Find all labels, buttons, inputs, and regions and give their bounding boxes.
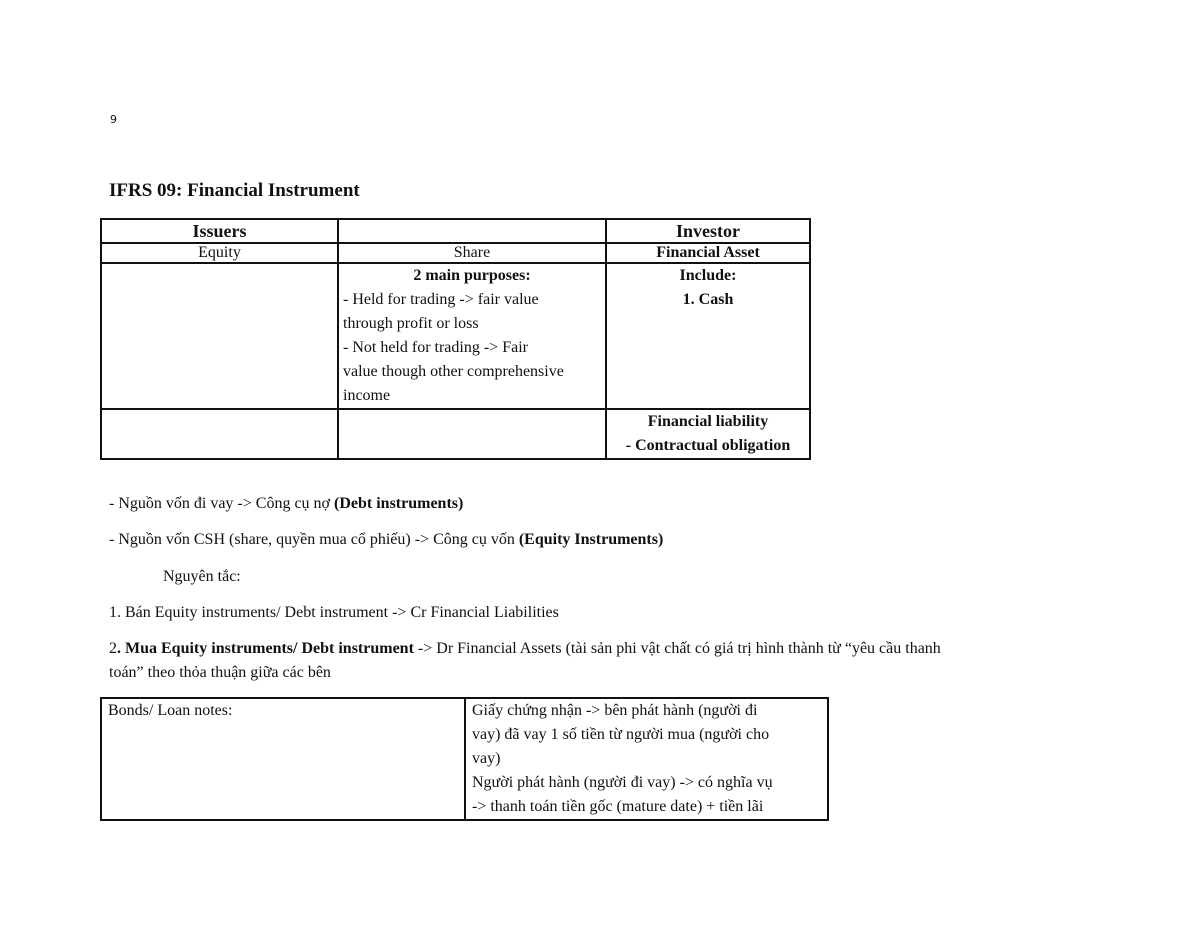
bonds-desc-line: Giấy chứng nhận -> bên phát hành (người đi	[472, 702, 758, 719]
subheader-financial-asset: Financial Asset	[606, 243, 810, 263]
include-cell	[606, 263, 810, 409]
header-investor: Investor	[606, 219, 810, 243]
include-item: 1. Cash	[682, 291, 734, 308]
purposes-heading: 2 main purposes:	[413, 267, 531, 284]
purpose-line: through profit or loss	[343, 315, 479, 332]
contractual-obligation: - Contractual obligation	[625, 437, 791, 454]
page-title: IFRS 09: Financial Instrument	[109, 180, 360, 201]
financial-instrument-table	[100, 218, 811, 460]
table-subheader-row	[101, 243, 810, 263]
bonds-desc-line: Người phát hành (người đi vay) -> có nghĩa vụ	[472, 774, 773, 791]
financial-liability-cell	[606, 409, 810, 459]
principle-2-text: -> Dr Financial Assets (tài sản phi vật chất có giá trị hình thành từ “yêu cầu thanh	[413, 640, 941, 657]
bonds-desc-line: -> thanh toán tiền gốc (mature date) + tiền lãi	[472, 798, 764, 815]
financial-liability-title: Financial liability	[647, 413, 769, 430]
purpose-line: income	[343, 387, 391, 404]
table-cell-empty	[101, 409, 338, 459]
table-cell-empty	[338, 409, 606, 459]
header-blank	[338, 219, 606, 243]
principle-1: 1. Bán Equity instruments/ Debt instrument -> Cr Financial Liabilities	[109, 604, 559, 621]
purposes-cell	[338, 263, 606, 409]
purpose-line: - Held for trading -> fair value	[343, 291, 539, 308]
debt-instruments-line	[109, 492, 463, 516]
principle-2-text-cont: toán” theo thỏa thuận giữa các bên	[109, 664, 331, 681]
debt-instruments-text: - Nguồn vốn đi vay -> Công cụ nợ	[109, 495, 335, 512]
subheader-share: Share	[338, 243, 606, 263]
subheader-equity: Equity	[101, 243, 338, 263]
principle-2-number: 2	[109, 640, 117, 657]
table-header-row	[101, 219, 810, 243]
header-issuers: Issuers	[101, 219, 338, 243]
equity-instruments-text: - Nguồn vốn CSH (share, quyền mua cổ phiếu) -> Công cụ vốn	[109, 531, 519, 548]
page-number: 9	[110, 113, 117, 126]
include-heading: Include:	[679, 267, 737, 284]
bonds-table	[100, 697, 829, 821]
table-cell-empty	[101, 263, 338, 409]
table-row	[101, 698, 828, 820]
equity-instruments-bold: (Equity Instruments)	[518, 531, 664, 548]
purpose-line: - Not held for trading -> Fair	[343, 339, 528, 356]
debt-instruments-bold: (Debt instruments)	[334, 495, 464, 512]
purpose-line: value though other comprehensive	[343, 363, 564, 380]
bonds-description	[465, 698, 828, 820]
equity-instruments-line	[109, 528, 663, 552]
principles-heading: Nguyên tắc:	[163, 568, 241, 585]
bonds-label: Bonds/ Loan notes:	[101, 698, 465, 820]
table-row	[101, 263, 810, 409]
principle-2	[109, 637, 1069, 685]
principle-2-bold: . Mua Equity instruments/ Debt instrument	[117, 640, 414, 657]
bonds-desc-line: vay)	[472, 750, 501, 767]
table-row	[101, 409, 810, 459]
bonds-desc-line: vay) đã vay 1 số tiền từ người mua (người cho	[472, 726, 770, 743]
